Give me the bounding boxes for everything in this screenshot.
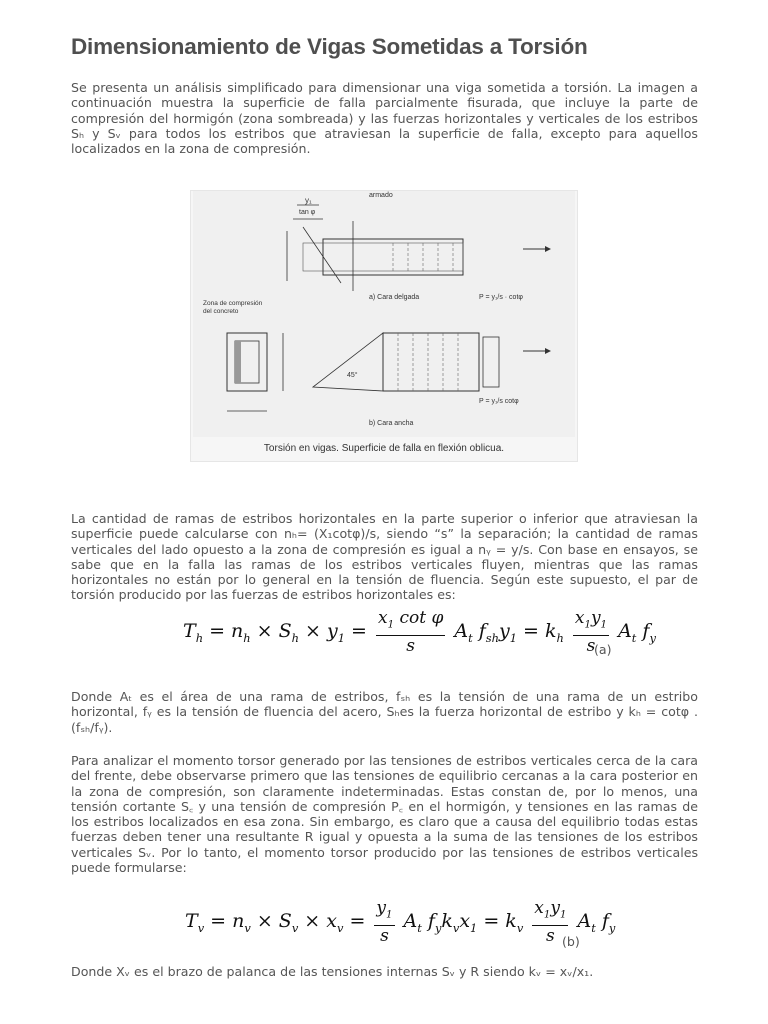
paragraph-3: Donde Aₜ es el área de una rama de estribos, fₛₕ es la tensión de una rama de un estribo horizontal, fᵧ es la tensión de fluencia del acero, Sₕes la fuerza horizontal de estribo y kₕ = cotφ . (fₛₕ/fᵧ).	[71, 689, 698, 735]
svg-text:tan φ: tan φ	[299, 209, 316, 216]
paragraph-intro: Se presenta un análisis simplificado para dimensionar una viga sometida a torsión. La imagen a continuación muestra la superficie de falla parcialmente fisurada, que incluye la parte de compresión del hormigón (zona sombreada) y las fuerzas horizontales y verticales de los estribos Sₕ y Sᵥ para todos los estribos que atraviesan la superficie de falla, excepto para aquellos localizados en la zona de compresión.	[71, 80, 698, 157]
figure	[190, 190, 578, 462]
svg-text:a) Cara delgada: a) Cara delgada	[369, 294, 420, 301]
paragraph-2: La cantidad de ramas de estribos horizontales en la parte superior o inferior que atraviesan la superficie puede calcularse con nₕ= (X₁cotφ)/s, siendo “s” la separación; la cantidad de ramas verticales del lado opuesto a la zona de compresión es igual a nᵧ = y/s. Con base en ensayos, se sabe que en la falla las ramas de los estribos verticales fluyen, mientras que las ramas horizontales no están por lo general en la tensión de fluencia. Según este supuesto, el par de torsión producido por las fuerzas de estribos horizontales es:	[71, 511, 698, 603]
equation-b-label: (b)	[562, 934, 580, 949]
figure-caption: Torsión en vigas. Superficie de falla en flexión oblicua.	[263, 443, 505, 454]
svg-text:b) Cara ancha: b) Cara ancha	[369, 420, 414, 427]
equation-a: $T_h = n_h \times S_h \times y_1$ = $\frac{x_1 \cot \varphi}{s}$ $A_t$ $f_{sh}y_1 = k_h$ $\frac{x_1y_1}{s}$ $A_t$ $f_y$	[183, 608, 656, 657]
svg-text:45°: 45°	[347, 372, 358, 379]
svg-text:del concreto: del concreto	[203, 308, 239, 315]
page-title: Dimensionamiento de Vigas Sometidas a Torsión	[71, 34, 588, 59]
svg-text:y₁: y₁	[305, 196, 312, 205]
svg-text:P = y₁/s cotφ: P = y₁/s cotφ	[479, 398, 519, 405]
label-armado: armado	[369, 192, 393, 199]
paragraph-5: Donde Xᵥ es el brazo de palanca de las tensiones internas Sᵥ y R siendo kᵥ = xᵥ/x₁.	[71, 964, 594, 979]
paragraph-4: Para analizar el momento torsor generado por las tensiones de estribos verticales cerca de la cara del frente, debe observarse primero que las tensiones de equilibrio cercanas a la cara posterior en la zona de compresión, son claramente indeterminadas. Estas constan de, por lo menos, una tensión cortante S꜀ y una tensión de compresión P꜀ en el hormigón, y tensiones en las ramas de los estribos localizados en esa zona. Sin embargo, es claro que a causa del equilibrio todas estas fuerzas deben tener una resultante R igual y opuesta a la suma de las tensiones de los estribos verticales Sᵥ. Por lo tanto, el momento torsor producido por las tensiones de estribos verticales puede formularse:	[71, 753, 698, 876]
svg-text:Zona de compresión: Zona de compresión	[203, 300, 263, 307]
torsion-diagram-image	[193, 191, 575, 437]
equation-a-label: (a)	[594, 642, 612, 657]
svg-text:P = y₁/s · cotφ: P = y₁/s · cotφ	[479, 294, 523, 301]
equation-b: $T_v = n_v \times S_v \times x_v$ = $\frac{y_1}{s}$ $A_t$ $f_yk_vx_1 = k_v$ $\frac{x_1y_1}{s}$ $A_t$ $f_y$	[185, 898, 616, 947]
